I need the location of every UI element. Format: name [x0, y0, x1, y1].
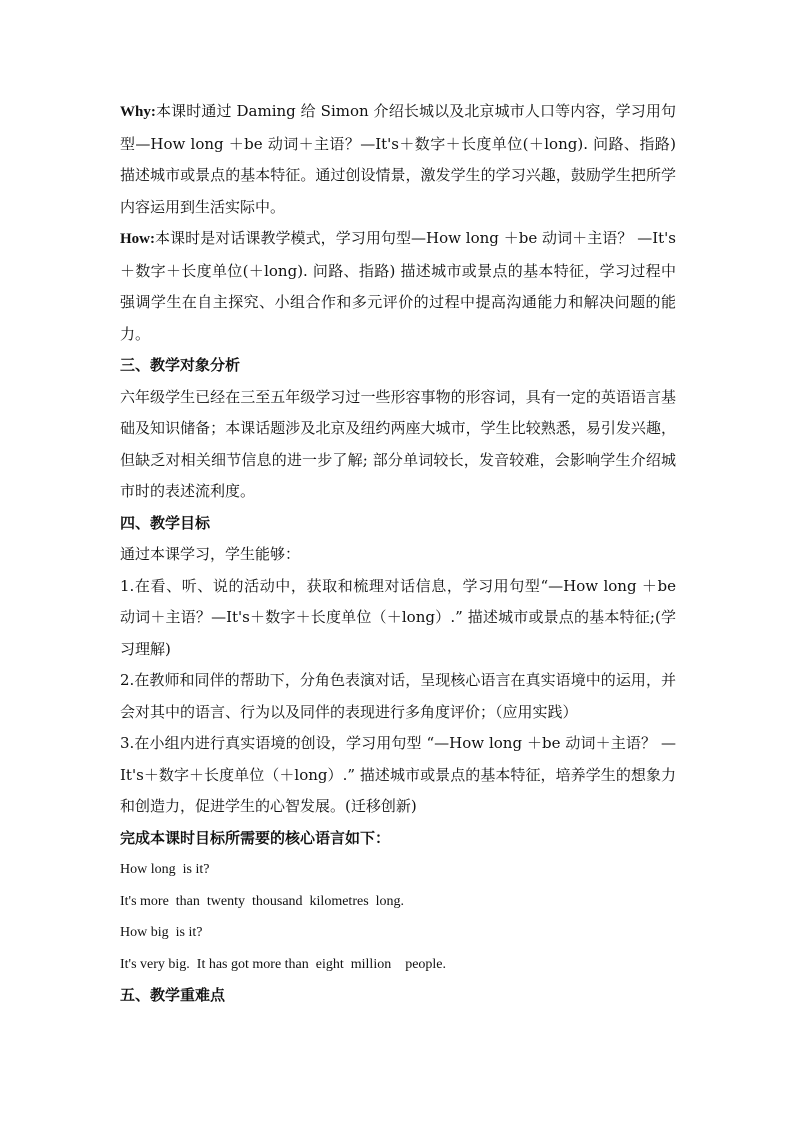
goal-1: 1.在看、听、说的活动中，获取和梳理对话信息，学习用句型“—How long ＋be 动词＋主语？—It's＋数字＋长度单位（＋long）.” 描述城市或景点的基本特征;(学习理解)	[120, 576, 676, 658]
why-label: Why:	[120, 104, 156, 120]
core-line-2: It's more than twenty thousand kilometres long.	[120, 893, 405, 909]
core-line-4: It's very big. It has got more than eight million people.	[120, 956, 447, 972]
how-paragraph	[120, 223, 676, 350]
why-paragraph	[120, 96, 676, 223]
goal-2: 2.在教师和同伴的帮助下，分角色表演对话，呈现核心语言在真实语境中的运用，并会对其中的语言、行为以及同伴的表现进行多角度评价；（应用实践）	[120, 671, 676, 721]
core-language-heading: 完成本课时目标所需要的核心语言如下：	[120, 828, 391, 847]
document-page	[120, 96, 676, 1012]
section-3-heading: 三、教学对象分析	[120, 356, 241, 374]
core-line-3: How big is it?	[120, 925, 203, 940]
how-label: How:	[120, 231, 155, 247]
section-4-heading: 四、教学目标	[120, 513, 211, 532]
how-text: 本课时是对话课教学模式，学习用句型—How long ＋be 动词＋主语？ —It's＋数字＋长度单位(＋long). 问路、指路) 描述城市或景点的基本特征，学习过程中强调学生在自主探究、小组合作和多元评价的过程中提高沟通能力和解决问题的能力。	[120, 229, 676, 343]
core-line-1: How long is it?	[120, 862, 210, 877]
section-3-text: 六年级学生已经在三至五年级学习过一些形容事物的形容词，具有一定的英语语言基础及知识储备；本课话题涉及北京及纽约两座大城市，学生比较熟悉，易引发兴趣，但缺乏对相关细节信息的进一步了解; 部分单词较长，发音较难，会影响学生介绍城市时的表述流利度。	[120, 387, 676, 500]
section-5-heading: 五、教学重难点	[120, 986, 226, 1004]
goal-3: 3.在小组内进行真实语境的创设，学习用句型 “—How long ＋be 动词＋主语？ —It's＋数字＋长度单位（＋long）.” 描述城市或景点的基本特征，培养学生的想象力和创造力，促进学生的心智发展。(迁移创新)	[120, 734, 676, 815]
section-4-intro: 通过本课学习，学生能够：	[120, 545, 301, 563]
why-text: 本课时通过 Daming 给 Simon 介绍长城以及北京城市人口等内容，学习用句型—How long ＋be 动词＋主语？—It's＋数字＋长度单位(＋long). 问路、指路) 描述城市或景点的基本特征。通过创设情景，激发学生的学习兴趣，鼓励学生把所学内容运用到生活实际中。	[120, 102, 676, 216]
